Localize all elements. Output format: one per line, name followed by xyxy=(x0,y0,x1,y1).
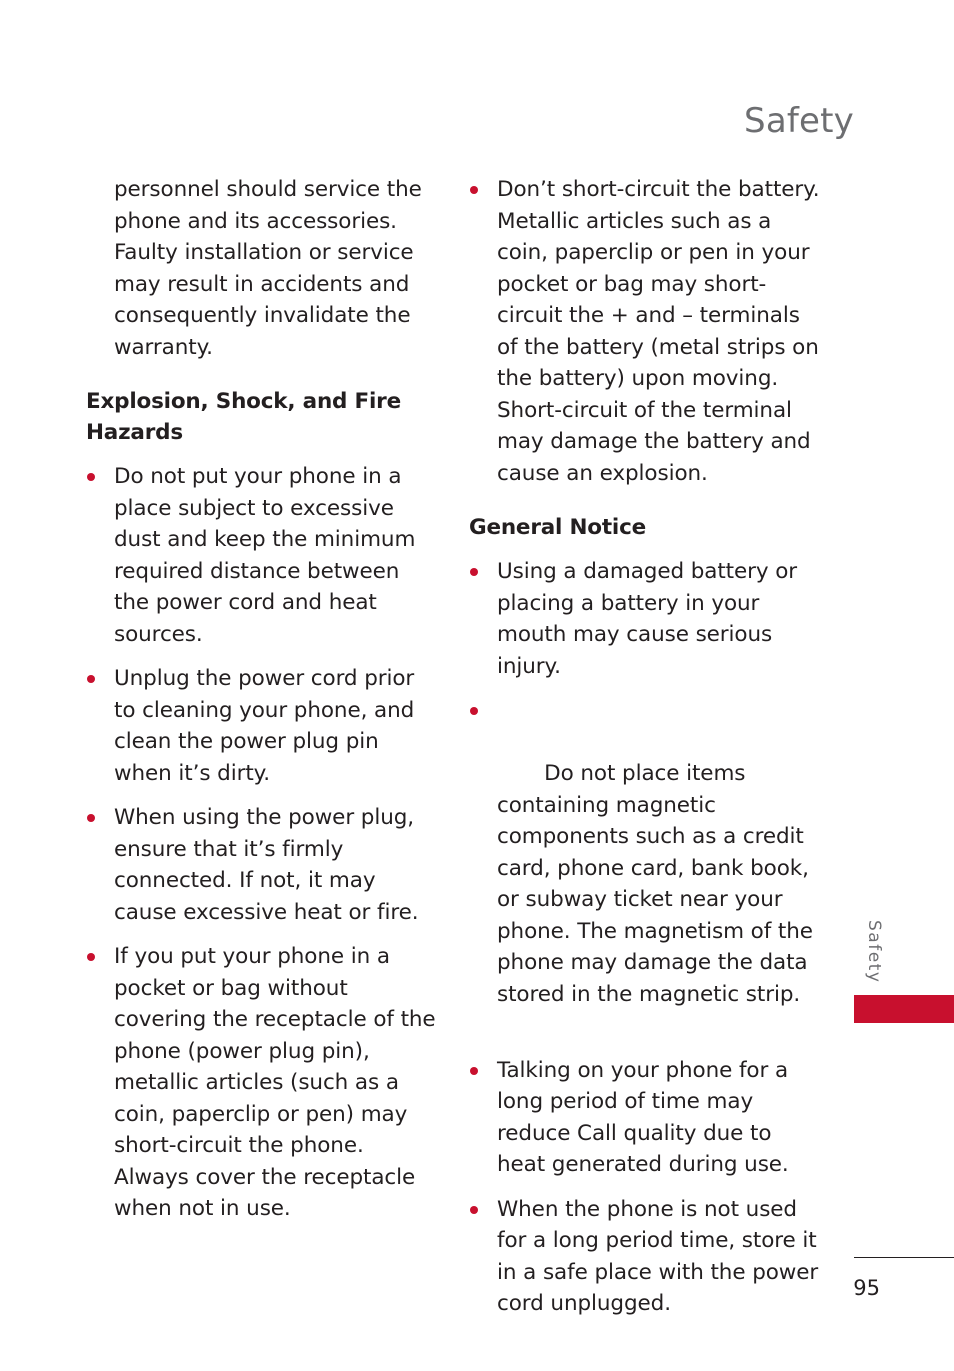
list-item-text: When the phone is not used for a long period time, store it in a safe place with the power cord unplugged. xyxy=(497,1196,819,1316)
list-item-text: If you put your phone in a pocket or bag without covering the receptacle of the phone (power plug pin), metallic articles (such as a coin, paperclip or pen) may short-circuit the phone. Always cover the receptacle when not in use. xyxy=(114,944,436,1221)
page-title: Safety xyxy=(744,100,854,141)
section-heading-general-notice: General Notice xyxy=(469,515,647,540)
bullet-icon xyxy=(87,675,95,683)
continuation-paragraph: personnel should service the phone and its accessories. Faulty installation or service may result in accidents and consequently invalidate the warranty. xyxy=(114,177,422,360)
footer-rule xyxy=(854,1257,954,1258)
list-item xyxy=(86,802,438,928)
list-item-text: Talking on your phone for a long period of time may reduce Call quality due to heat generated during use. xyxy=(497,1057,789,1177)
general-notice-list xyxy=(469,556,821,1320)
list-item xyxy=(469,1055,821,1181)
list-item-text: Unplug the power cord prior to cleaning your phone, and clean the power plug pin when it’s dirty. xyxy=(114,666,415,786)
right-column xyxy=(469,174,821,1320)
explosion-hazards-list xyxy=(86,461,438,1225)
bullet-icon xyxy=(470,1067,478,1075)
list-item xyxy=(86,461,438,650)
battery-list xyxy=(469,174,821,489)
section-heading-explosion-hazards: Explosion, Shock, and Fire Hazards xyxy=(86,389,401,445)
bullet-icon xyxy=(470,568,478,576)
list-item-text: When using the power plug, ensure that it’s firmly connected. If not, it may cause excessive heat or fire. xyxy=(114,805,419,925)
bullet-icon xyxy=(87,814,95,822)
bullet-icon xyxy=(87,473,95,481)
left-column xyxy=(86,174,438,1225)
side-tab-bar xyxy=(854,995,954,1023)
list-item xyxy=(86,941,438,1225)
bullet-icon xyxy=(470,1206,478,1214)
list-item-text: Using a damaged battery or placing a battery in your mouth may cause serious injury. xyxy=(497,559,798,679)
side-tab-label: Safety xyxy=(864,920,884,984)
bullet-icon xyxy=(470,186,478,194)
list-item xyxy=(469,1194,821,1320)
list-item-text: Do not place items containing magnetic components such as a credit card, phone card, bank book, or subway ticket near your phone. The magnetism of the phone may damage the data stored in the magnetic strip. xyxy=(497,761,820,1007)
list-item xyxy=(469,556,821,682)
list-item xyxy=(469,695,821,1042)
page-number: 95 xyxy=(853,1276,880,1300)
list-item xyxy=(469,174,821,489)
list-item xyxy=(86,663,438,789)
list-item-text: Do not put your phone in a place subject to excessive dust and keep the minimum required distance between the power cord and heat sources. xyxy=(114,464,416,647)
list-item-text: Don’t short-circuit the battery. Metallic articles such as a coin, paperclip or pen in your pocket or bag may short-circuit the + and – terminals of the battery (metal strips on the battery) upon moving. Short-circuit of the terminal may damage the battery and cause an explosion. xyxy=(497,177,820,486)
bullet-icon xyxy=(87,953,95,961)
bullet-icon xyxy=(470,707,478,715)
